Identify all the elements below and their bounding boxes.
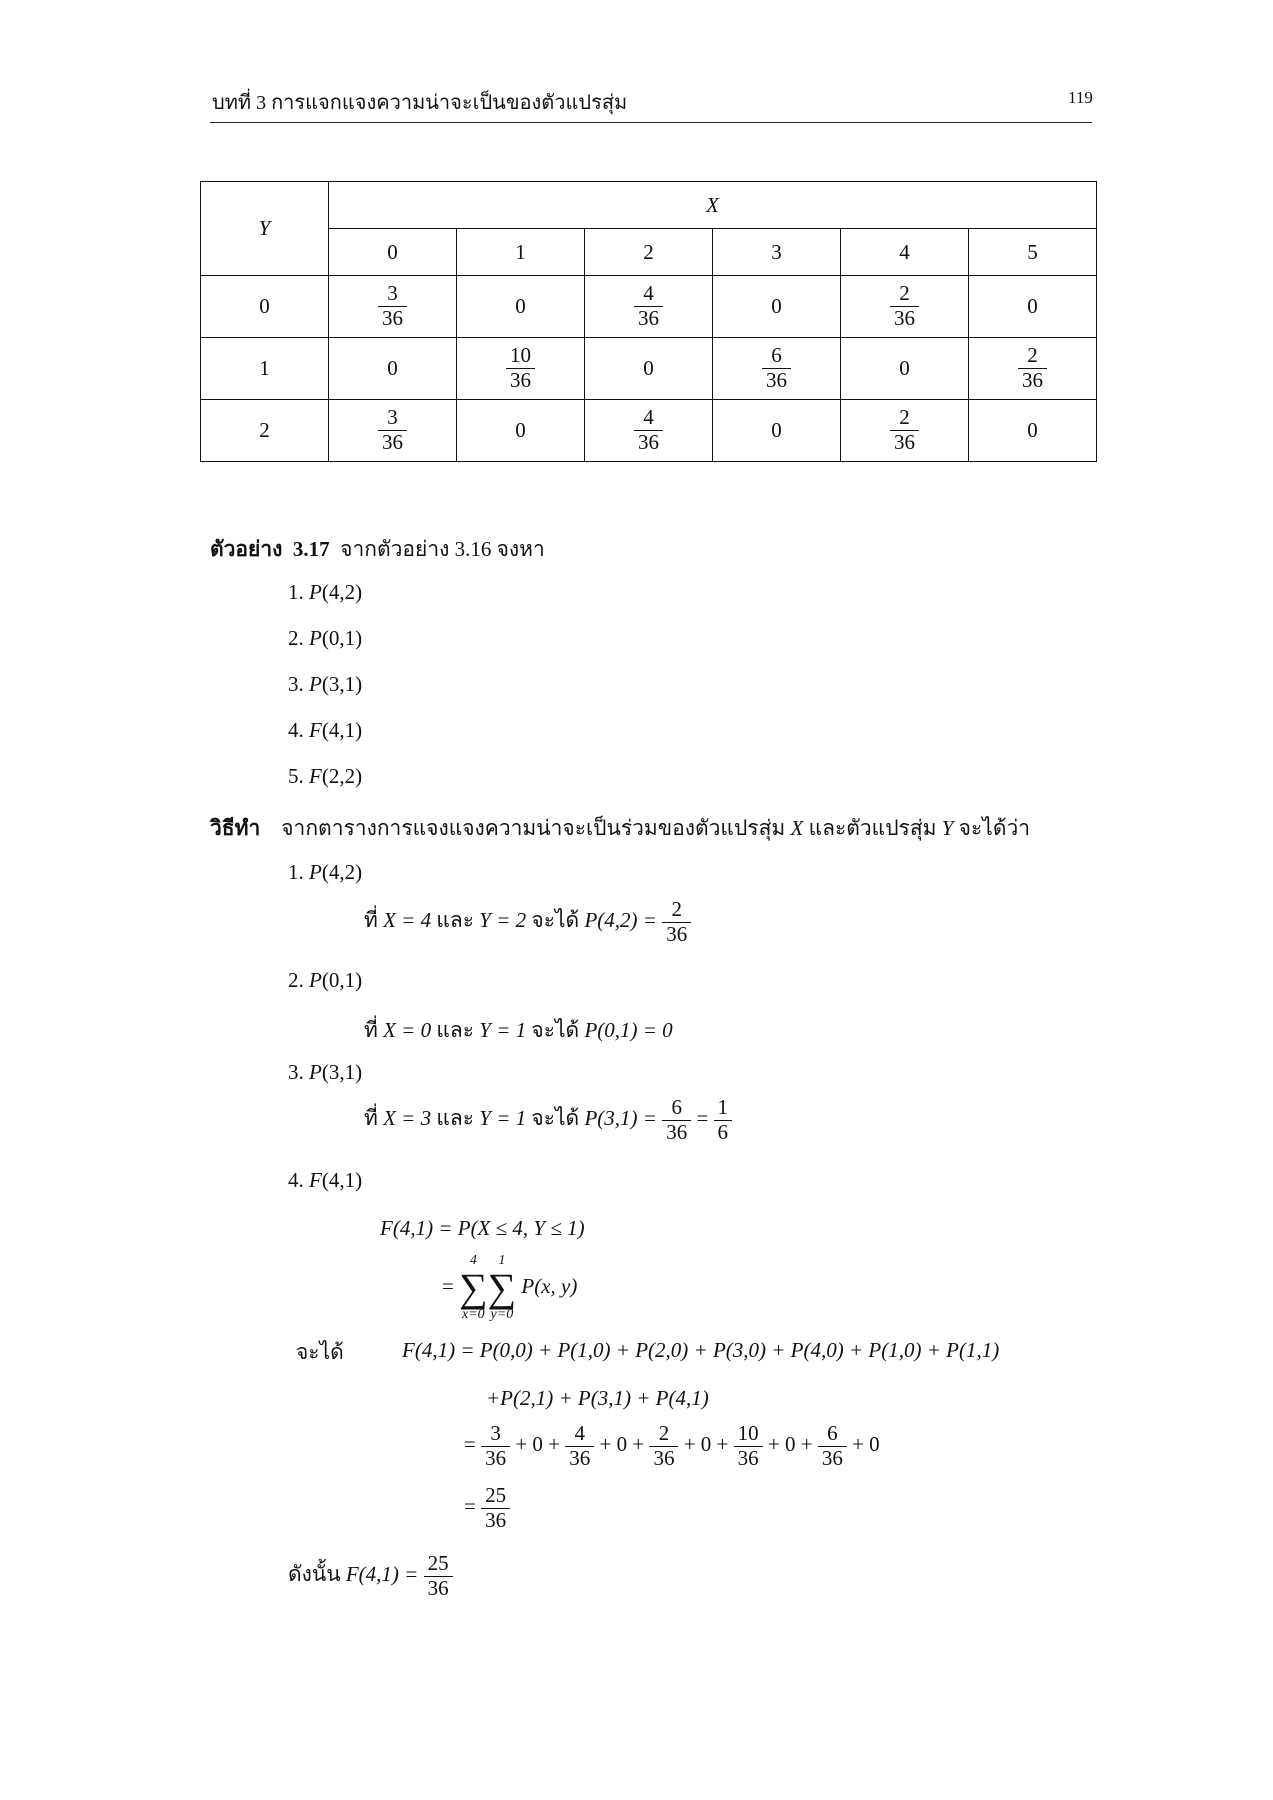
- joint-probability-table: [200, 181, 1097, 462]
- question-item: 3. P(3,1): [288, 672, 363, 696]
- outer-sum: 4 ∑ x=0: [459, 1253, 488, 1322]
- prob-cell: $\frac{3}{36}$: [329, 276, 457, 338]
- prob-cell: 0: [457, 400, 585, 462]
- prob-cell: $\frac{10}{36}$: [457, 338, 585, 400]
- prob-cell: 0: [713, 400, 841, 462]
- x-value-cell: 4: [841, 229, 969, 276]
- step-4-double-sum: = 4 ∑ x=0 1 ∑ y=0 P(x, y): [442, 1253, 578, 1322]
- prob-cell: $\frac{2}{36}$: [841, 276, 969, 338]
- prob-cell: 0: [969, 276, 1097, 338]
- question-item: 1. P(4,2): [288, 580, 363, 604]
- prob-cell: 0: [585, 338, 713, 400]
- step-1-result: ที่ X = 4 และ Y = 2 จะได้ P(4,2) = $\frac{2}{36}$: [364, 898, 691, 946]
- y-value-cell: 2: [201, 400, 329, 462]
- table-row: [201, 276, 1097, 338]
- step-4-values: = $\frac{3}{36}$ + 0 + $\frac{4}{36}$ + 0 + $\frac{2}{36}$ + 0 + $\frac{10}{36}$ + 0 + $\frac{6}{36}$ + 0: [464, 1421, 880, 1470]
- x-value-cell: 1: [457, 229, 585, 276]
- y-header: Y: [201, 182, 329, 276]
- prob-cell: $\frac{2}{36}$: [841, 400, 969, 462]
- solution-intro: วิธีทำ จากตารางการแจงแจงความน่าจะเป็นร่วมของตัวแปรสุ่ม X และตัวแปรสุ่ม Y จะได้ว่า: [210, 816, 1031, 840]
- prob-cell: $\frac{6}{36}$: [713, 338, 841, 400]
- question-item: 5. F(2,2): [288, 764, 363, 788]
- question-item: 2. P(0,1): [288, 626, 363, 650]
- prob-cell: $\frac{4}{36}$: [585, 400, 713, 462]
- prob-cell: 0: [969, 400, 1097, 462]
- x-value-cell: 5: [969, 229, 1097, 276]
- chapter-title: บทที่ 3 การแจกแจงความน่าจะเป็นของตัวแปรสุ่ม: [212, 92, 628, 114]
- step-4-total: = $\frac{25}{36}$: [464, 1484, 510, 1532]
- step-4-expansion-2: +P(2,1) + P(3,1) + P(4,1): [486, 1386, 709, 1410]
- prob-cell: 0: [713, 276, 841, 338]
- prob-cell: $\frac{4}{36}$: [585, 276, 713, 338]
- step-4-jadai: จะได้: [296, 1340, 344, 1364]
- x-header: X: [329, 182, 1097, 229]
- x-values-row: [201, 229, 1097, 276]
- step-1-title: 1. P(4,2): [288, 860, 363, 884]
- step-3-title: 3. P(3,1): [288, 1060, 363, 1084]
- step-4-title: 4. F(4,1): [288, 1168, 363, 1192]
- header-rule: [210, 122, 1092, 123]
- example-heading: ตัวอย่าง 3.17 จากตัวอย่าง 3.16 จงหา: [210, 537, 545, 561]
- prob-cell: 0: [841, 338, 969, 400]
- prob-cell: 0: [329, 338, 457, 400]
- step-4-conclusion: ดังนั้น F(4,1) = $\frac{25}{36}$: [288, 1552, 453, 1600]
- step-4-expansion-1: F(4,1) = P(0,0) + P(1,0) + P(2,0) + P(3,0) + P(4,0) + P(1,0) + P(1,1): [402, 1338, 1000, 1362]
- prob-cell: 0: [457, 276, 585, 338]
- x-value-cell: 3: [713, 229, 841, 276]
- prob-cell: $\frac{2}{36}$: [969, 338, 1097, 400]
- question-item: 4. F(4,1): [288, 718, 363, 742]
- step-4-definition: F(4,1) = P(X ≤ 4, Y ≤ 1): [380, 1216, 585, 1240]
- inner-sum: 1 ∑ y=0: [487, 1253, 517, 1322]
- table-row: [201, 400, 1097, 462]
- x-value-cell: 2: [585, 229, 713, 276]
- step-2-result: ที่ X = 0 และ Y = 1 จะได้ P(0,1) = 0: [364, 1018, 673, 1042]
- step-2-title: 2. P(0,1): [288, 968, 363, 992]
- x-value-cell: 0: [329, 229, 457, 276]
- step-3-result: ที่ X = 3 และ Y = 1 จะได้ P(3,1) = $\frac{6}{36}$ = $\frac{1}{6}$: [364, 1096, 732, 1144]
- y-value-cell: 0: [201, 276, 329, 338]
- table-row: [201, 338, 1097, 400]
- y-value-cell: 1: [201, 338, 329, 400]
- prob-cell: $\frac{3}{36}$: [329, 400, 457, 462]
- page-number: 119: [1068, 88, 1093, 107]
